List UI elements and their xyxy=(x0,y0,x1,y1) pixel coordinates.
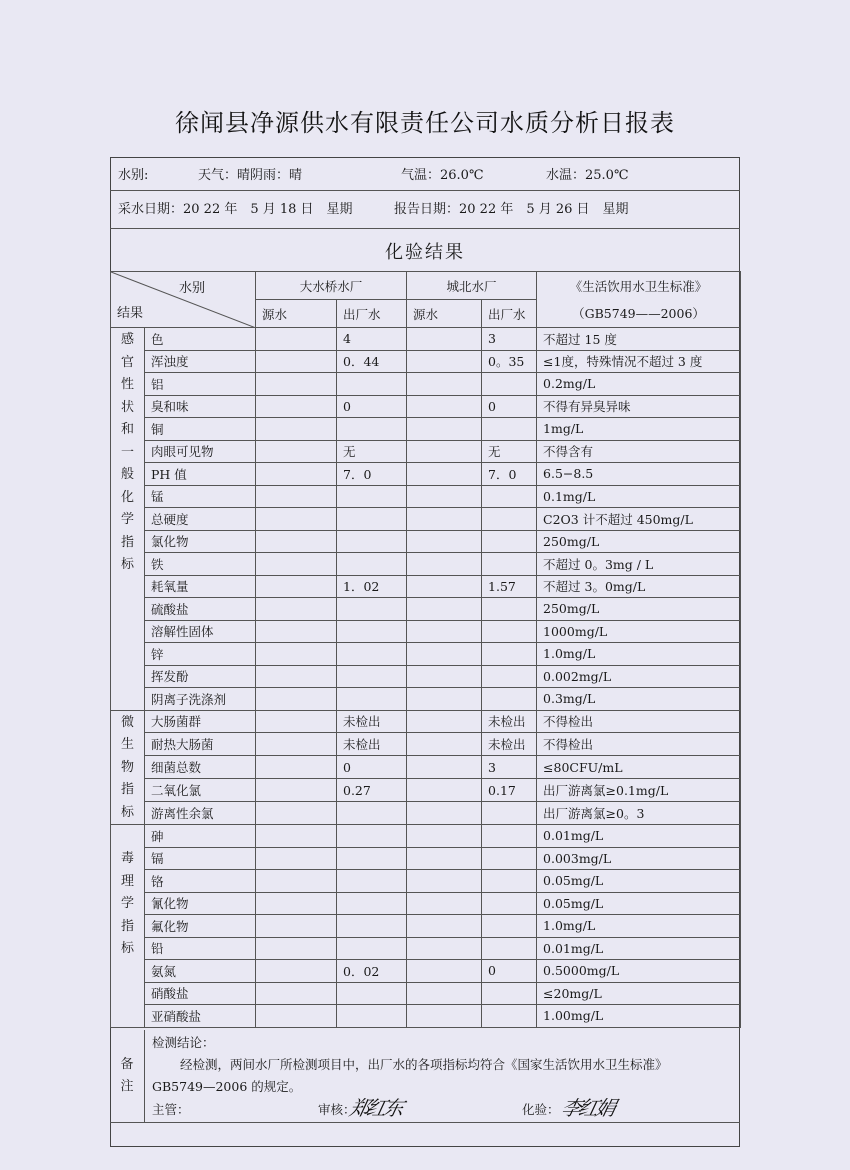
table-row xyxy=(111,1005,741,1028)
plant2-source-value xyxy=(407,598,482,621)
standard-value: 不得有异臭异味 xyxy=(537,395,741,418)
plant2-outlet-value xyxy=(482,553,537,576)
plant1-outlet-value xyxy=(337,688,407,711)
plant2-outlet-value xyxy=(482,620,537,643)
plant2-source-value xyxy=(407,870,482,893)
standard-value: 不得检出 xyxy=(537,710,741,733)
plant2-source-value xyxy=(407,643,482,666)
table-row xyxy=(111,440,741,463)
indicator-name: 总硬度 xyxy=(145,508,256,531)
standard-value: ≤20mg/L xyxy=(537,982,741,1005)
table-row xyxy=(111,598,741,621)
standard-value: ≤1度，特殊情况不超过 3 度 xyxy=(537,350,741,373)
table-row xyxy=(111,643,741,666)
plant2-outlet-value xyxy=(482,802,537,825)
plant1-outlet-value xyxy=(337,620,407,643)
divider xyxy=(110,190,740,191)
category-char: 指 xyxy=(120,782,134,797)
plant1-outlet-value xyxy=(337,598,407,621)
plant2-source-value xyxy=(407,395,482,418)
standard-value: 0.1mg/L xyxy=(537,485,741,508)
plant1-source-value xyxy=(256,870,337,893)
standard-value: 0.01mg/L xyxy=(537,825,741,848)
plant2-outlet-value: 0.17 xyxy=(482,779,537,802)
chemist-label: 化验： xyxy=(522,1102,560,1117)
indicator-name: 阴离子洗涤剂 xyxy=(145,688,256,711)
category-char: 般 xyxy=(120,467,134,482)
standard-value: 0.2mg/L xyxy=(537,373,741,396)
plant1-outlet-value: 0．02 xyxy=(337,960,407,983)
plant2-header: 城北水厂 xyxy=(407,272,537,300)
table-row xyxy=(111,395,741,418)
standard-value: 250mg/L xyxy=(537,598,741,621)
plant2-outlet-value xyxy=(482,508,537,531)
plant2-outlet-value xyxy=(482,665,537,688)
conclusion-line1: 经检测，两间水厂所检测项目中，出厂水的各项指标均符合《国家生活饮用水卫生标准》 xyxy=(180,1057,668,1072)
plant1-source-value xyxy=(256,665,337,688)
plant1-outlet-value: 0.27 xyxy=(337,779,407,802)
plant1-outlet-value xyxy=(337,1005,407,1028)
category-char: 理 xyxy=(120,873,134,889)
table-row xyxy=(111,575,741,598)
plant2-source-value xyxy=(407,825,482,848)
plant2-source-value xyxy=(407,328,482,351)
indicator-name: 镉 xyxy=(145,847,256,870)
plant2-outlet-value xyxy=(482,373,537,396)
table-row xyxy=(111,418,741,441)
standard-value: ≤80CFU/mL xyxy=(537,756,741,779)
category-char: 一 xyxy=(120,444,134,460)
plant1-source-value xyxy=(256,530,337,553)
plant2-outlet-value: 1.57 xyxy=(482,575,537,598)
plant2-outlet-value: 未检出 xyxy=(482,733,537,756)
indicator-name: 细菌总数 xyxy=(145,756,256,779)
indicator-name: 锰 xyxy=(145,485,256,508)
indicator-name: 溶解性固体 xyxy=(145,620,256,643)
indicator-name: 铜 xyxy=(145,418,256,441)
divider xyxy=(110,228,740,229)
plant2-source-value xyxy=(407,779,482,802)
indicator-name: 游离性余氯 xyxy=(145,802,256,825)
plant1-outlet-value: 4 xyxy=(337,328,407,351)
standard-header-line1: 《生活饮用水卫生标准》 xyxy=(537,272,741,300)
reviewer-signature: 郑红东 xyxy=(347,1096,404,1120)
category-char: 标 xyxy=(120,804,134,820)
indicator-name: 亚硝酸盐 xyxy=(145,1005,256,1028)
plant1-outlet-value: 未检出 xyxy=(337,733,407,756)
plant2-source-value xyxy=(407,530,482,553)
conclusion-label: 检测结论： xyxy=(152,1035,215,1050)
plant1-source-value xyxy=(256,802,337,825)
standard-value: 0.3mg/L xyxy=(537,688,741,711)
plant2-source-value xyxy=(407,553,482,576)
category-char: 学 xyxy=(120,896,134,911)
standard-value: 出厂游离氯≥0。3 xyxy=(537,802,741,825)
plant2-outlet-value xyxy=(482,937,537,960)
plant1-source-value xyxy=(256,395,337,418)
table-row xyxy=(111,960,741,983)
table-row xyxy=(111,937,741,960)
plant1-outlet-value xyxy=(337,892,407,915)
standard-value: 0.01mg/L xyxy=(537,937,741,960)
plant2-outlet-value: 0 xyxy=(482,960,537,983)
table-row xyxy=(111,553,741,576)
plant1-source-value xyxy=(256,1005,337,1028)
plant1-source-value xyxy=(256,960,337,983)
standard-value: 不得检出 xyxy=(537,733,741,756)
plant1-source-value xyxy=(256,553,337,576)
plant2-outlet-value: 7．0 xyxy=(482,463,537,486)
air-temp-text: 气温：26.0℃ xyxy=(401,168,484,183)
plant1-source-value xyxy=(256,598,337,621)
plant2-outlet-value xyxy=(482,530,537,553)
plant1-outlet-value xyxy=(337,373,407,396)
standard-value: 0.003mg/L xyxy=(537,847,741,870)
remarks-char: 备 xyxy=(120,1057,134,1072)
header-row-1 xyxy=(111,272,741,300)
indicator-name: 锌 xyxy=(145,643,256,666)
plant1-source-value xyxy=(256,779,337,802)
standard-value: 1mg/L xyxy=(537,418,741,441)
indicator-name: 氨氮 xyxy=(145,960,256,983)
plant1-outlet-value xyxy=(337,553,407,576)
plant2-outlet-value xyxy=(482,598,537,621)
table-row xyxy=(111,665,741,688)
plant2-source-value xyxy=(407,463,482,486)
standard-value: 0.05mg/L xyxy=(537,892,741,915)
plant2-source-value xyxy=(407,373,482,396)
category-char: 物 xyxy=(120,759,134,775)
diag-top-label: 水别 xyxy=(178,281,205,296)
category-char: 微 xyxy=(120,714,134,730)
category-char: 状 xyxy=(120,399,134,415)
report-title: 徐闻县净源供水有限责任公司水质分析日报表 xyxy=(175,109,675,137)
indicator-name: 铁 xyxy=(145,553,256,576)
plant2-source-value xyxy=(407,710,482,733)
plant2-source-value xyxy=(407,350,482,373)
diagonal-header-cell xyxy=(111,272,256,328)
plant2-outlet-value: 未检出 xyxy=(482,710,537,733)
section-title: 化验结果 xyxy=(385,242,465,263)
plant2-source-value xyxy=(407,756,482,779)
indicator-name: 大肠菌群 xyxy=(145,710,256,733)
plant2-source-value xyxy=(407,485,482,508)
indicator-name: 铝 xyxy=(145,373,256,396)
indicator-name: 硫酸盐 xyxy=(145,598,256,621)
plant1-source-value xyxy=(256,418,337,441)
remarks-section xyxy=(110,1030,740,1122)
plant2-source-value xyxy=(407,982,482,1005)
table-row xyxy=(111,688,741,711)
table-row xyxy=(111,463,741,486)
table-row xyxy=(111,870,741,893)
standard-value: 1.0mg/L xyxy=(537,643,741,666)
plant2-source-value xyxy=(407,733,482,756)
indicator-name: 臭和味 xyxy=(145,395,256,418)
sampling-date-text: 采水日期：20 22 年 5 月 18 日 星期 xyxy=(118,202,353,217)
standard-value: 不超过 3。0mg/L xyxy=(537,575,741,598)
plant1-source-value xyxy=(256,847,337,870)
plant1-source-value xyxy=(256,825,337,848)
plant1-source-value xyxy=(256,508,337,531)
indicator-name: PH 值 xyxy=(145,463,256,486)
table-row xyxy=(111,328,741,351)
table-row xyxy=(111,350,741,373)
plant2-outlet-value xyxy=(482,847,537,870)
indicator-name: 耗氧量 xyxy=(145,575,256,598)
plant1-source-value xyxy=(256,892,337,915)
table-row xyxy=(111,892,741,915)
plant1-source-value xyxy=(256,575,337,598)
plant1-outlet-value xyxy=(337,847,407,870)
plant1-outlet-value xyxy=(337,485,407,508)
standard-header-line2: （GB5749——2006） xyxy=(537,300,741,328)
plant1-source-header: 源水 xyxy=(256,300,337,328)
plant1-source-value xyxy=(256,915,337,938)
plant1-header: 大水桥水厂 xyxy=(256,272,407,300)
category-char: 学 xyxy=(120,512,134,527)
table-row xyxy=(111,779,741,802)
plant1-outlet-value xyxy=(337,870,407,893)
plant1-outlet-value: 7．0 xyxy=(337,463,407,486)
plant1-outlet-value xyxy=(337,665,407,688)
standard-value: 0.5000mg/L xyxy=(537,960,741,983)
plant2-source-value xyxy=(407,620,482,643)
category-char: 指 xyxy=(120,918,134,934)
plant1-outlet-value xyxy=(337,418,407,441)
plant1-outlet-value xyxy=(337,825,407,848)
plant1-outlet-value: 无 xyxy=(337,440,407,463)
table-row xyxy=(111,825,741,848)
table-row xyxy=(111,710,741,733)
plant1-source-value xyxy=(256,643,337,666)
indicator-name: 肉眼可见物 xyxy=(145,440,256,463)
plant2-source-value xyxy=(407,937,482,960)
plant1-outlet-value xyxy=(337,530,407,553)
plant2-outlet-value: 3 xyxy=(482,756,537,779)
plant2-outlet-value: 3 xyxy=(482,328,537,351)
plant2-source-value xyxy=(407,575,482,598)
plant1-outlet-value: 0 xyxy=(337,395,407,418)
plant2-source-value xyxy=(407,960,482,983)
plant1-outlet-value: 0 xyxy=(337,756,407,779)
plant1-source-value xyxy=(256,620,337,643)
plant1-source-value xyxy=(256,982,337,1005)
plant2-outlet-value xyxy=(482,870,537,893)
indicator-name: 铅 xyxy=(145,937,256,960)
plant1-source-value xyxy=(256,463,337,486)
table-row xyxy=(111,756,741,779)
plant1-outlet-value: 0．44 xyxy=(337,350,407,373)
plant2-outlet-value: 无 xyxy=(482,440,537,463)
plant2-outlet-header: 出厂水 xyxy=(482,300,537,328)
standard-value: 0.002mg/L xyxy=(537,665,741,688)
plant2-outlet-value xyxy=(482,485,537,508)
indicator-name: 硝酸盐 xyxy=(145,982,256,1005)
table-row xyxy=(111,530,741,553)
plant1-outlet-value xyxy=(337,915,407,938)
plant1-source-value xyxy=(256,710,337,733)
plant1-source-value xyxy=(256,733,337,756)
remarks-label xyxy=(110,1030,145,1122)
plant1-outlet-value xyxy=(337,802,407,825)
indicator-name: 氟化物 xyxy=(145,915,256,938)
category-char: 性 xyxy=(120,377,134,392)
weather-text: 天气：晴阴雨：晴 xyxy=(198,168,303,183)
indicator-name: 色 xyxy=(145,328,256,351)
category-char: 标 xyxy=(120,941,134,956)
plant1-source-value xyxy=(256,350,337,373)
plant2-outlet-value xyxy=(482,982,537,1005)
standard-value: 6.5−8.5 xyxy=(537,463,741,486)
plant2-outlet-value xyxy=(482,915,537,938)
category-char: 生 xyxy=(120,737,134,752)
table-row xyxy=(111,915,741,938)
plant1-source-value xyxy=(256,328,337,351)
plant1-source-value xyxy=(256,937,337,960)
plant2-source-value xyxy=(407,915,482,938)
indicator-name: 砷 xyxy=(145,825,256,848)
indicator-name: 耐热大肠菌 xyxy=(145,733,256,756)
plant1-source-value xyxy=(256,440,337,463)
table-row xyxy=(111,733,741,756)
category-sensory xyxy=(111,328,145,711)
remarks-char: 注 xyxy=(120,1079,134,1094)
plant2-outlet-value xyxy=(482,892,537,915)
table-row xyxy=(111,373,741,396)
category-char: 标 xyxy=(120,557,134,572)
plant2-outlet-value xyxy=(482,825,537,848)
category-char: 官 xyxy=(120,354,134,370)
plant2-source-value xyxy=(407,1005,482,1028)
category-micro xyxy=(111,710,145,825)
standard-value: 不超过 0。3mg / L xyxy=(537,553,741,576)
plant1-outlet-value: 1．02 xyxy=(337,575,407,598)
plant2-source-value xyxy=(407,847,482,870)
plant2-source-value xyxy=(407,802,482,825)
plant1-outlet-header: 出厂水 xyxy=(337,300,407,328)
standard-value: 0.05mg/L xyxy=(537,870,741,893)
category-char: 化 xyxy=(120,489,134,505)
indicator-name: 挥发酚 xyxy=(145,665,256,688)
plant1-outlet-value xyxy=(337,643,407,666)
plant2-source-value xyxy=(407,440,482,463)
plant1-outlet-value xyxy=(337,508,407,531)
plant2-source-value xyxy=(407,508,482,531)
category-char: 感 xyxy=(120,332,134,347)
plant1-source-value xyxy=(256,756,337,779)
category-char: 和 xyxy=(120,422,134,437)
plant2-outlet-value: 0 xyxy=(482,395,537,418)
water-temp-text: 水温：25.0℃ xyxy=(546,168,629,183)
indicator-name: 浑浊度 xyxy=(145,350,256,373)
standard-value: C2O3 计不超过 450mg/L xyxy=(537,508,741,531)
supervisor-label: 主管： xyxy=(152,1102,190,1117)
results-table xyxy=(110,271,741,1028)
water-type-label: 水别: xyxy=(118,168,149,183)
table-row xyxy=(111,620,741,643)
plant1-source-value xyxy=(256,485,337,508)
standard-value: 1.00mg/L xyxy=(537,1005,741,1028)
indicator-name: 铬 xyxy=(145,870,256,893)
plant2-outlet-value: 0。35 xyxy=(482,350,537,373)
plant2-source-value xyxy=(407,892,482,915)
chemist-signature: 李红娟 xyxy=(559,1096,616,1120)
indicator-name: 氯化物 xyxy=(145,530,256,553)
plant2-outlet-value xyxy=(482,643,537,666)
plant1-source-value xyxy=(256,373,337,396)
standard-value: 不得含有 xyxy=(537,440,741,463)
report-date-text: 报告日期：20 22 年 5 月 26 日 星期 xyxy=(394,202,629,217)
category-char: 指 xyxy=(120,534,134,550)
indicator-name: 二氧化氯 xyxy=(145,779,256,802)
standard-value: 250mg/L xyxy=(537,530,741,553)
diag-bottom-label: 结果 xyxy=(117,306,144,321)
plant1-outlet-value xyxy=(337,937,407,960)
category-toxic xyxy=(111,825,145,1028)
table-row xyxy=(111,802,741,825)
standard-value: 1.0mg/L xyxy=(537,915,741,938)
standard-value: 1000mg/L xyxy=(537,620,741,643)
plant1-source-value xyxy=(256,688,337,711)
plant2-outlet-value xyxy=(482,688,537,711)
plant2-source-header: 源水 xyxy=(407,300,482,328)
reviewer-label: 审核： xyxy=(318,1102,356,1117)
plant2-source-value xyxy=(407,688,482,711)
plant1-outlet-value: 未检出 xyxy=(337,710,407,733)
conclusion-line2: GB5749—2006 的规定。 xyxy=(152,1079,302,1094)
divider xyxy=(110,1122,740,1123)
plant2-source-value xyxy=(407,418,482,441)
plant2-outlet-value xyxy=(482,418,537,441)
category-char: 毒 xyxy=(120,851,134,866)
indicator-name: 氰化物 xyxy=(145,892,256,915)
plant1-outlet-value xyxy=(337,982,407,1005)
table-row xyxy=(111,508,741,531)
plant2-source-value xyxy=(407,665,482,688)
table-row xyxy=(111,982,741,1005)
table-row xyxy=(111,485,741,508)
standard-value: 不超过 15 度 xyxy=(537,328,741,351)
standard-value: 出厂游离氯≥0.1mg/L xyxy=(537,779,741,802)
table-row xyxy=(111,847,741,870)
plant2-outlet-value xyxy=(482,1005,537,1028)
